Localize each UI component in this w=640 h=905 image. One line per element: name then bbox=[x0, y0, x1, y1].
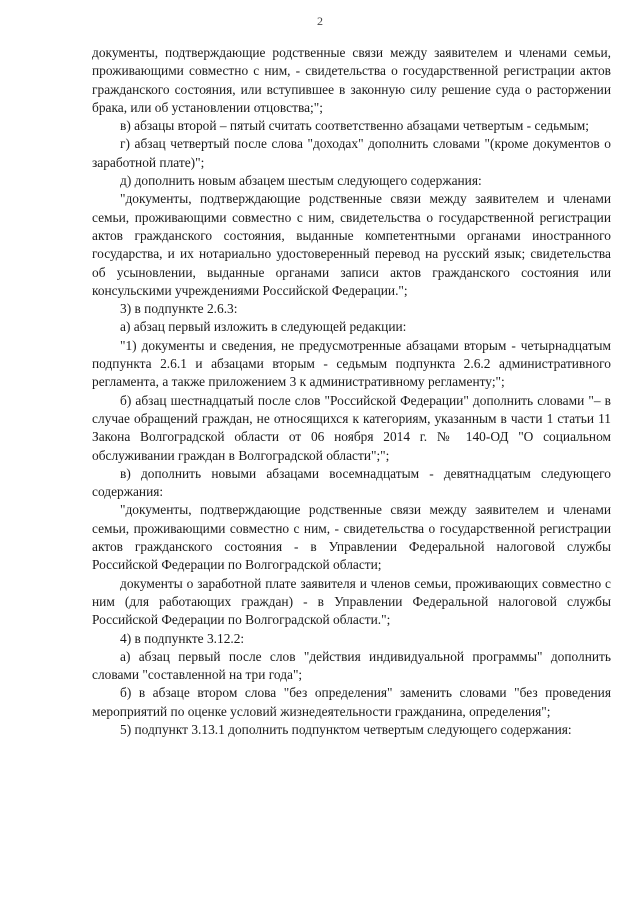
paragraph: б) в абзаце втором слова "без определения" заменить словами "без проведения мероприятий по оценке условий жизнедеятельности гражданина, определения"; bbox=[92, 685, 611, 719]
paragraph: а) абзац первый после слов "действия индивидуальной программы" дополнить словами "составленной на три года"; bbox=[92, 648, 611, 683]
paragraph: "документы, подтверждающие родственные связи между заявителем и членами семьи, проживающими совместно с ним, - свидетельства о государственной регистрации актов гражданского состояния - в Управлении Федеральной налоговой службы Российской Федерации по Волгоградской области; bbox=[92, 502, 611, 573]
paragraph: документы, подтверждающие родственные связи между заявителем и членами семьи, проживающими совместно с ним, - свидетельства о государственной регистрации актов гражданского состояния, или вступившее в законную силу решение суда о расторжении брака, или об установлении отцовства;"; bbox=[92, 45, 611, 115]
paragraph: д) дополнить новым абзацем шестым следующего содержания: bbox=[120, 173, 482, 189]
paragraph: 3) в подпункте 2.6.3: bbox=[120, 301, 238, 317]
page-number: 2 bbox=[317, 14, 323, 28]
paragraph: 5) подпункт 3.13.1 дополнить подпунктом четвертым следующего содержания: bbox=[120, 721, 572, 737]
paragraph: г) абзац четвертый после слова "доходах" дополнить словами "(кроме документов о заработной плате)"; bbox=[92, 136, 611, 170]
paragraph: 4) в подпункте 3.12.2: bbox=[120, 630, 245, 646]
paragraph: в) абзацы второй – пятый считать соответственно абзацами четвертым - седьмым; bbox=[120, 118, 589, 134]
paragraph: "документы, подтверждающие родственные связи между заявителем и членами семьи, проживающими совместно с ним, свидетельства о государственной регистрации актов гражданского состояния, выданные компетентными органами иностранного государства, и их нотариально удостоверенный перевод на русский язык; свидетельства об усыновлении, выданные органами записи актов гражданского состояния или консульскими учреждениями Российской Федерации."; bbox=[92, 191, 611, 298]
paragraph: б) абзац шестнадцатый после слов "Российской Федерации" дополнить словами "– в случае обращений граждан, не относящихся к категориям, указанным в части 1 статьи 11 Закона Волгоградской области от 06 ноября 2014 г. № 140-ОД "О социальном обслуживании граждан в Волгоградской области";"; bbox=[92, 392, 611, 463]
paragraph: документы о заработной плате заявителя и членов семьи, проживающих совместно с ним (для работающих граждан) - в Управлении Федеральной налоговой службы Российской Федерации по Волгоградской области."; bbox=[92, 575, 611, 628]
document-body bbox=[92, 44, 611, 739]
paragraph: "1) документы и сведения, не предусмотренные абзацами вторым - четырнадцатым подпункта 2.6.1 и абзацами вторым - седьмым подпункта 2.6.2 административного регламента, а также приложением 3 к административному регламенту;"; bbox=[92, 337, 611, 390]
paragraph: а) абзац первый изложить в следующей редакции: bbox=[120, 319, 407, 335]
paragraph: в) дополнить новыми абзацами восемнадцатым - девятнадцатым следующего содержания: bbox=[92, 465, 611, 500]
